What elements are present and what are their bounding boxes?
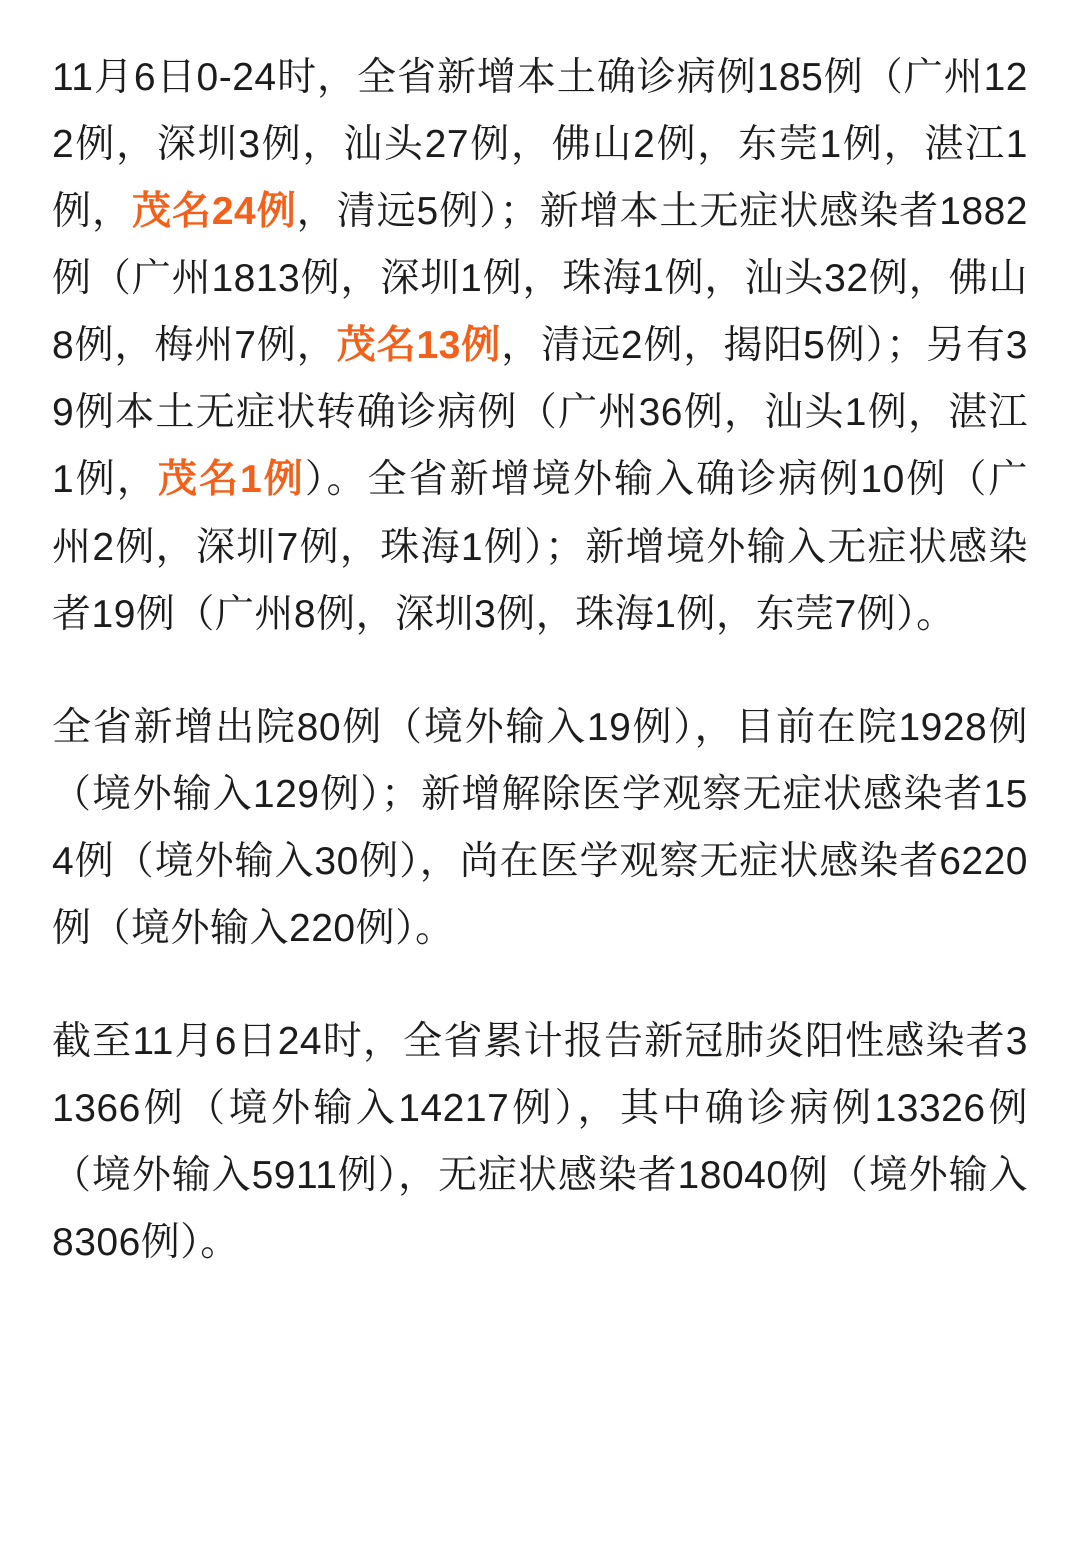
highlighted-text: 茂名13例 — [336, 324, 502, 368]
paragraph-cumulative-totals — [52, 1008, 1028, 1276]
body-text: 截至11月6日24时，全省累计报告新冠肺炎阳性感染者31366例（境外输入14217例），其中确诊病例13326例（境外输入5911例），无症状感染者18040例（境外输入8306例）。 — [52, 1020, 1028, 1265]
body-text: ，清远2例，揭阳5例）；另有39例本土无症状转确诊病例（广州36例，汕头1例，湛江1例， — [52, 324, 1028, 502]
highlighted-text: 茂名24例 — [131, 190, 297, 234]
body-text: 全省新增出院80例（境外输入19例），目前在院1928例（境外输入129例）；新增解除医学观察无症状感染者154例（境外输入30例），尚在医学观察无症状感染者6220例（境外输入220例）。 — [52, 705, 1028, 950]
paragraph-daily-new-cases — [52, 44, 1028, 648]
highlighted-text: 茂名1例 — [157, 458, 305, 502]
report-body — [52, 44, 1028, 1276]
body-text: 11月6日0-24时，全省新增本土确诊病例185例（广州122例，深圳3例，汕头27例，佛山2例，东莞1例，湛江1例， — [52, 56, 1028, 234]
paragraph-discharge-and-observation — [52, 694, 1028, 962]
body-text: ）。全省新增境外输入确诊病例10例（广州2例，深圳7例，珠海1例）；新增境外输入无症状感染者19例（广州8例，深圳3例，珠海1例，东莞7例）。 — [52, 458, 1028, 636]
body-text: ，清远5例）；新增本土无症状感染者1882例（广州1813例，深圳1例，珠海1例，汕头32例，佛山8例，梅州7例， — [52, 190, 1028, 368]
